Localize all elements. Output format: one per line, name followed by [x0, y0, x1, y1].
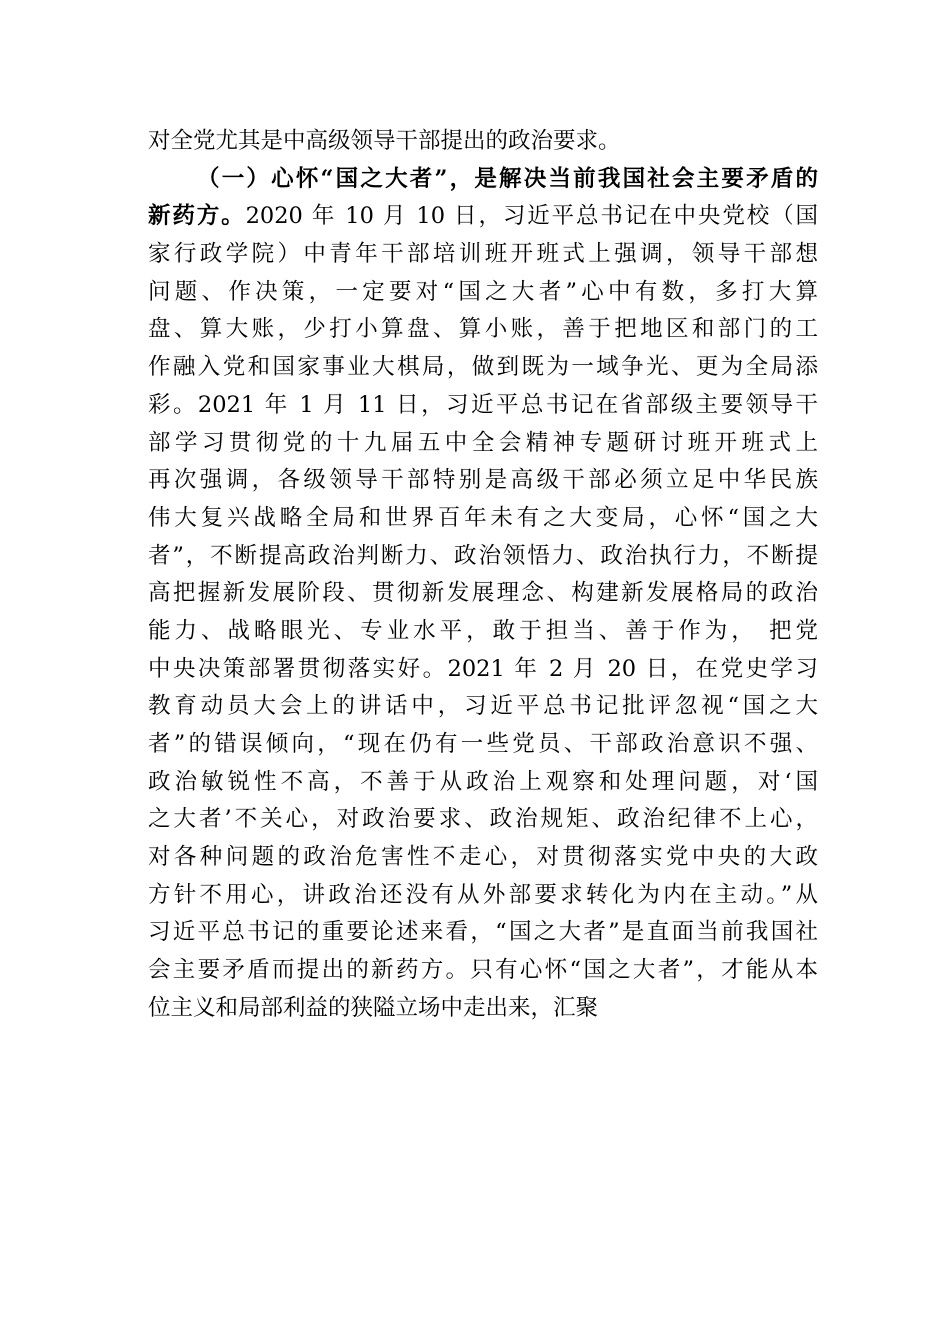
text-line: 习近平总书记的重要论述来看，“国之大者”是直面当前我国社	[148, 919, 818, 946]
body-text	[148, 123, 818, 1028]
section-heading-end: 新药方。	[148, 203, 246, 230]
text-line	[148, 198, 818, 236]
text-line: 之大者’不关心，对政治要求、政治规矩、政治纪律不上心，	[148, 806, 818, 833]
text-line: 教育动员大会上的讲话中，习近平总书记批评忽视“国之大	[148, 693, 818, 720]
text-line: 者”，不断提高政治判断力、政治领悟力、政治执行力，不断提	[148, 542, 818, 569]
text-line: 能力、战略眼光、专业水平，敢于担当、善于作为， 把党	[148, 617, 818, 644]
text-line: 彩。2021 年 1 月 11 日，习近平总书记在省部级主要领导干	[148, 391, 818, 418]
text-line: 方针不用心，讲政治还没有从外部要求转化为内在主动。”从	[148, 881, 818, 908]
text-line: 再次强调，各级领导干部特别是高级干部必须立足中华民族	[148, 467, 818, 494]
text-line: 对各种问题的政治危害性不走心，对贯彻落实党中央的大政	[148, 844, 818, 871]
text-line: 者”的错误倾向，“现在仍有一些党员、干部政治意识不强、	[148, 731, 818, 757]
text-line: 问题、作决策，一定要对“国之大者”心中有数，多打大算	[148, 278, 818, 305]
section-heading-line	[148, 161, 818, 199]
text-line: 高把握新发展阶段、贯彻新发展理念、构建新发展格局的政治	[148, 580, 818, 607]
text-line-last: 位主义和局部利益的狭隘立场中走出来，汇聚	[148, 994, 599, 1021]
text-line: 家行政学院）中青年干部培训班开班式上强调，领导干部想	[148, 241, 818, 268]
text-line: 盘、算大账，少打小算盘、算小账，善于把地区和部门的工	[148, 316, 818, 343]
text-line: 对全党尤其是中高级领导干部提出的政治要求。	[148, 128, 621, 154]
text-line: 部学习贯彻党的十九届五中全会精神专题研讨班开班式上	[148, 429, 818, 456]
text-line-content: 2020 年 10 月 10 日，习近平总书记在中央党校（国	[245, 203, 818, 230]
text-line: 政治敏锐性不高，不善于从政治上观察和处理问题，对‘国	[148, 768, 818, 795]
text-line: 会主要矛盾而提出的新药方。只有心怀“国之大者”，才能从本	[148, 957, 818, 984]
text-line: 中央决策部署贯彻落实好。2021 年 2 月 20 日，在党史学习	[148, 655, 818, 682]
text-line: 伟大复兴战略全局和世界百年未有之大变局，心怀“国之大	[148, 504, 818, 531]
section-heading: （一）心怀“国之大者”，是解决当前我国社会主要矛盾的	[197, 165, 818, 192]
text-line: 作融入党和国家事业大棋局，做到既为一域争光、更为全局添	[148, 354, 818, 381]
